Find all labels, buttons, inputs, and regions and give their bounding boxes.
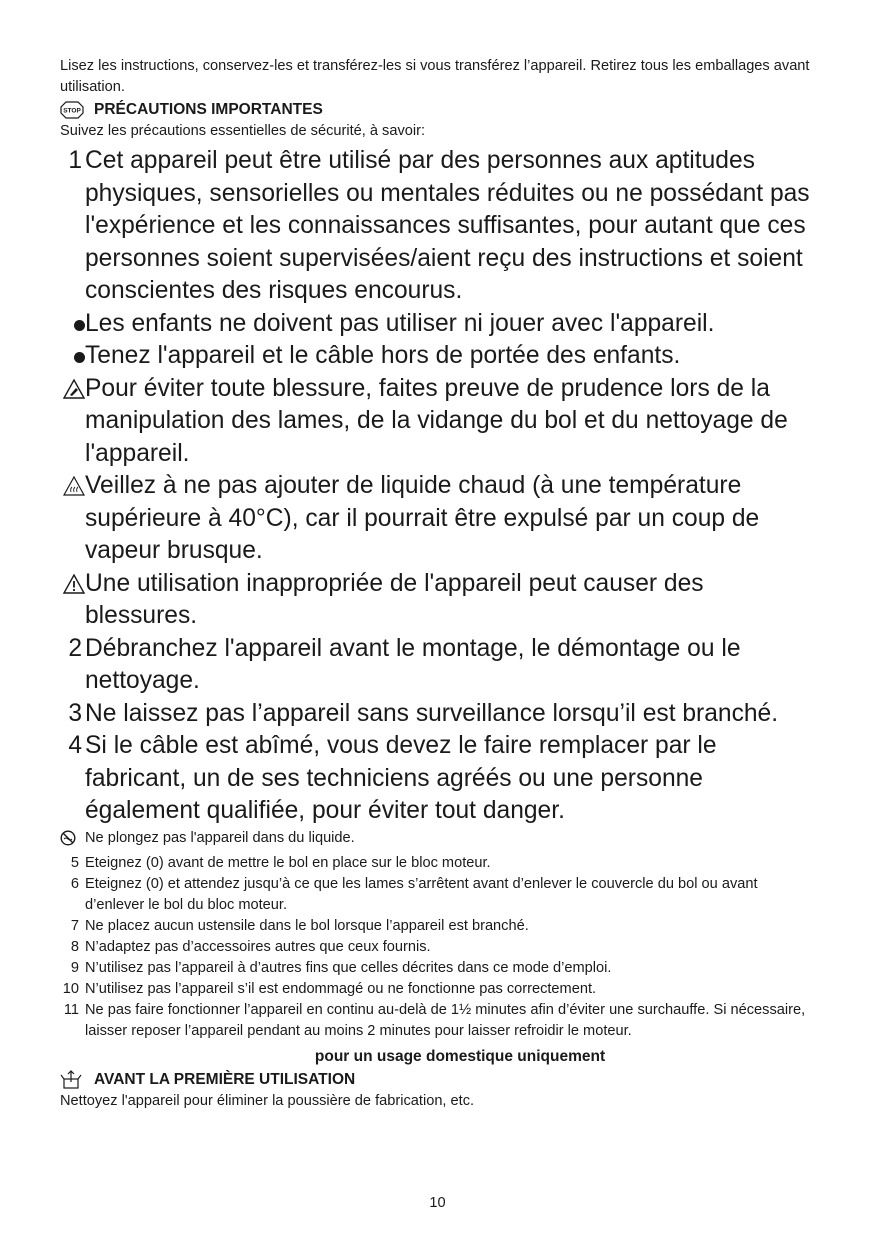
list-item: 9 N’utilisez pas l’appareil à d’autres fins que celles décrites dans ce mode d’emploi. bbox=[60, 958, 820, 979]
item-number: 11 bbox=[63, 1001, 79, 1018]
domestic-use-notice: pour un usage domestique uniquement bbox=[314, 1047, 606, 1065]
list-item: 5 Eteignez (0) avant de mettre le bol en place sur le bloc moteur. bbox=[60, 853, 820, 874]
page-number: 10 bbox=[429, 1195, 446, 1211]
precautions-heading bbox=[60, 98, 820, 121]
list-item: 6 Eteignez (0) et attendez jusqu’à ce que les lames s’arrêtent avant d’enlever le couvercle du bol ou avant d’enlever le bol du bloc moteur. bbox=[60, 874, 820, 916]
first-use-text: Nettoyez l'appareil pour éliminer la poussière de fabrication, etc. bbox=[60, 1092, 475, 1109]
item-number: 4 bbox=[68, 732, 82, 759]
unpack-box-icon bbox=[60, 1069, 86, 1089]
item-number: 1 bbox=[68, 147, 82, 174]
stop-icon bbox=[60, 100, 86, 120]
precautions-subtitle: Suivez les précautions essentielles de sécurité, à savoir: bbox=[60, 123, 426, 139]
list-item: 7 Ne placez aucun ustensile dans le bol lorsque l’appareil est branché. bbox=[60, 916, 820, 937]
blade-warning-icon bbox=[63, 379, 85, 399]
first-use-title: AVANT LA PREMIÈRE UTILISATION bbox=[94, 1070, 356, 1088]
item-number: 8 bbox=[70, 938, 79, 955]
list-item: 3 Ne laissez pas l’appareil sans surveillance lorsqu’il est branché. bbox=[60, 698, 820, 731]
item-number: 6 bbox=[70, 875, 79, 892]
main-precautions-list bbox=[60, 145, 820, 828]
precautions-title: PRÉCAUTIONS IMPORTANTES bbox=[94, 101, 323, 118]
item-number: 7 bbox=[70, 917, 79, 934]
secondary-precautions-list bbox=[60, 828, 820, 1042]
list-item: Les enfants ne doivent pas utiliser ni jouer avec l'appareil. bbox=[60, 308, 820, 341]
list-item: 10 N’utilisez pas l’appareil s’il est endommagé ou ne fonctionne pas correctement. bbox=[60, 979, 820, 1000]
stop-icon-text: STOP bbox=[63, 107, 81, 114]
steam-warning-icon bbox=[63, 476, 85, 496]
list-item: Tenez l'appareil et le câble hors de portée des enfants. bbox=[60, 340, 820, 373]
bullet-icon bbox=[74, 352, 85, 363]
item-number: 9 bbox=[70, 959, 79, 976]
bullet-icon bbox=[74, 320, 85, 331]
warning-icon bbox=[63, 574, 85, 594]
intro-text: Lisez les instructions, conservez-les et transférez-les si vous transférez l’appareil. Retirez tous les emballages avant utilisation. bbox=[60, 58, 810, 95]
list-item: 11 Ne pas faire fonctionner l’appareil en continu au-delà de 1½ minutes afin d’éviter une surchauffe. Si nécessaire, laisser reposer l’appareil pendant au moins 2 minutes pour laisser refroidir le moteur. bbox=[60, 1000, 820, 1042]
list-item: Pour éviter toute blessure, faites preuve de prudence lors de la manipulation des lames, de la vidange du bol et du nettoyage de l'appareil. bbox=[60, 373, 820, 471]
item-number: 10 bbox=[62, 980, 79, 997]
list-item: 4 Si le câble est abîmé, vous devez le faire remplacer par le fabricant, un de ses techniciens agréés ou une personne également qualifiée, pour éviter tout danger. bbox=[60, 730, 820, 828]
page-content bbox=[60, 56, 820, 1112]
list-item: Une utilisation inappropriée de l'appareil peut causer des blessures. bbox=[60, 568, 820, 633]
list-item: 1 Cet appareil peut être utilisé par des personnes aux aptitudes physiques, sensorielles ou mentales réduites ou ne possédant pas l'expérience et les connaissances suffisantes, pour autant que ces personnes soient supervisées/aient reçu des instructions et soient conscientes des risques encourus. bbox=[60, 145, 820, 308]
first-use-heading bbox=[60, 1068, 820, 1091]
item-number: 3 bbox=[68, 699, 82, 727]
list-item: Veillez à ne pas ajouter de liquide chaud (à une température supérieure à 40°C), car il pourrait être expulsé par un coup de vapeur brusque. bbox=[60, 470, 820, 568]
no-immerse-icon bbox=[60, 830, 76, 846]
item-number: 2 bbox=[68, 634, 82, 662]
list-item: 8 N’adaptez pas d’accessoires autres que ceux fournis. bbox=[60, 937, 820, 958]
list-item: 2 Débranchez l'appareil avant le montage, le démontage ou le nettoyage. bbox=[60, 633, 820, 698]
item-number: 5 bbox=[70, 854, 79, 871]
list-item: Ne plongez pas l'appareil dans du liquide. bbox=[60, 828, 820, 853]
